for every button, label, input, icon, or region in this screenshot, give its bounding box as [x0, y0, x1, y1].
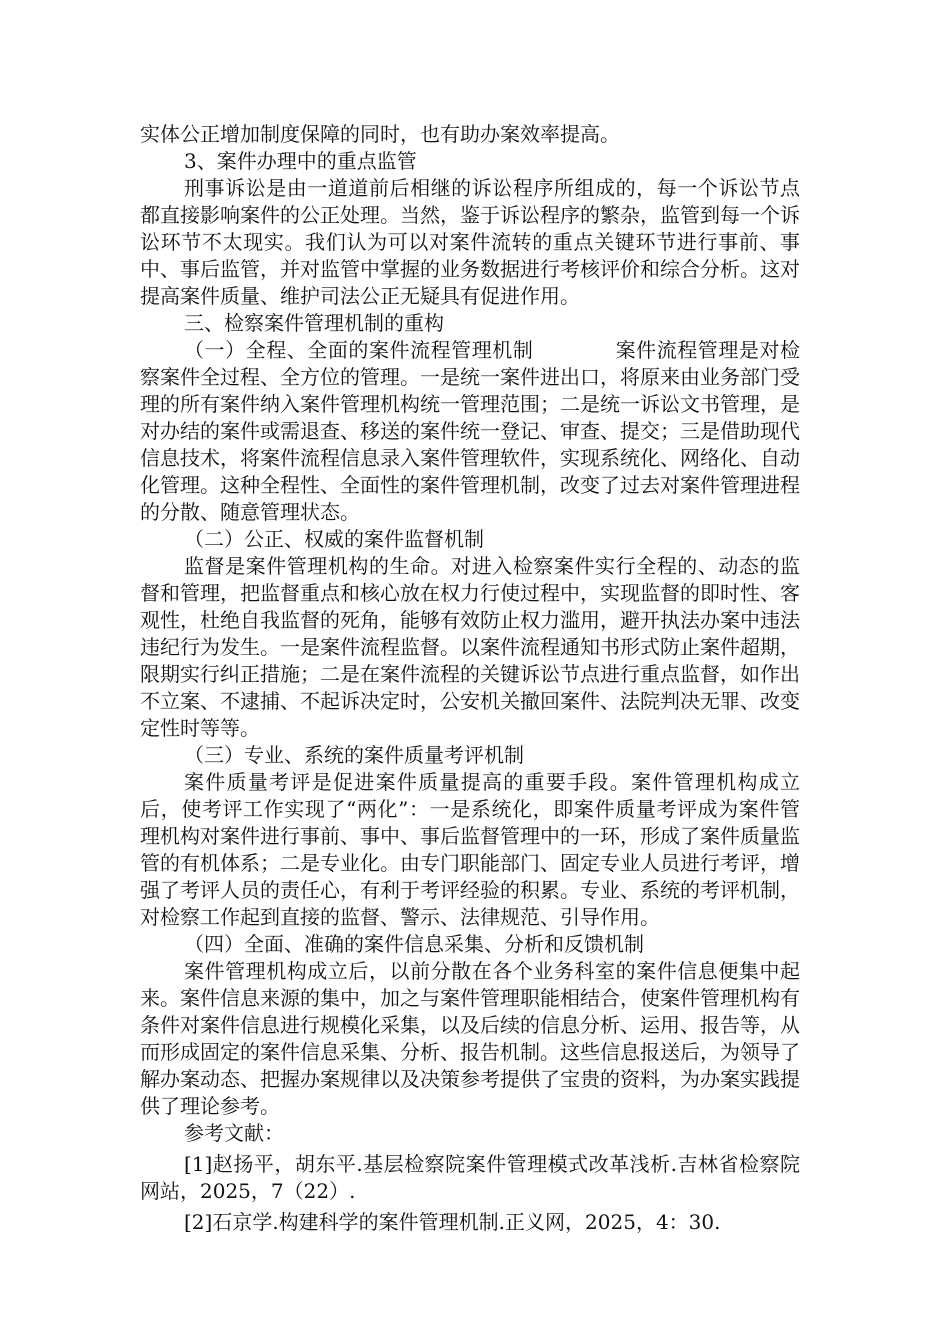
heading-information-mechanism: （四）全面、准确的案件信息采集、分析和反馈机制	[184, 932, 644, 956]
heading-section-three: 三、检察案件管理机制的重构	[184, 311, 444, 335]
para-key-supervision: 刑事诉讼是由一道道前后相继的诉讼程序所组成的，每一个诉讼节点都直接影响案件的公正处理。当然，鉴于诉讼程序的繁杂，监管到每一个诉讼环节不太现实。我们认为可以对案件流转的重点关键环节进行事前、事中、事后监管，并对监管中掌握的业务数据进行考核评价和综合分析。这对提高案件质量、维护司法公正无疑具有促进作用。	[140, 176, 800, 308]
reference-1: [1]赵扬平，胡东平.基层检察院案件管理模式改革浅析.吉林省检察院网站，2025，7（22）.	[140, 1152, 800, 1203]
para-continuation: 实体公正增加制度保障的同时，也有助办案效率提高。	[140, 122, 620, 146]
para-information-mechanism: 案件管理机构成立后，以前分散在各个业务科室的案件信息便集中起来。案件信息来源的集中，加之与案件管理职能相结合，使案件管理机构有条件对案件信息进行规模化采集，以及后续的信息分析、运用、报告等，从而形成固定的案件信息采集、分析、报告机制。这些信息报送后，为领导了解办案动态、把握办案规律以及决策参考提供了宝贵的资料，为办案实践提供了理论参考。	[140, 959, 800, 1118]
reference-2: [2]石京学.构建科学的案件管理机制.正义网，2025，4：30.	[184, 1210, 721, 1234]
heading-quality-evaluation: （三）专业、系统的案件质量考评机制	[184, 743, 524, 767]
heading-key-supervision: 3、案件办理中的重点监管	[184, 149, 417, 173]
document-body	[140, 121, 800, 1236]
para-flow-management: （一）全程、全面的案件流程管理机制 案件流程管理是对检察案件全过程、全方位的管理。一是统一案件进出口，将原来由业务部门受理的所有案件纳入案件管理机构统一管理范围；二是统一诉讼文书管理，是对办结的案件或需退查、移送的案件统一登记、审查、提交；三是借助现代信息技术，将案件流程信息录入案件管理软件，实现系统化、网络化、自动化管理。这种全程性、全面性的案件管理机制，改变了过去对案件管理进程的分散、随意管理状态。	[140, 338, 800, 524]
heading-references: 参考文献：	[184, 1121, 284, 1145]
para-supervision-mechanism: 监督是案件管理机构的生命。对进入检察案件实行全程的、动态的监督和管理，把监督重点和核心放在权力行使过程中，实现监督的即时性、客观性，杜绝自我监督的死角，能够有效防止权力滥用，避开执法办案中违法违纪行为发生。一是案件流程监督。以案件流程通知书形式防止案件超期，限期实行纠正措施；二是在案件流程的关键诉讼节点进行重点监督，如作出不立案、不逮捕、不起诉决定时，公安机关撤回案件、法院判决无罪、改变定性时等等。	[140, 554, 800, 740]
para-quality-evaluation: 案件质量考评是促进案件质量提高的重要手段。案件管理机构成立后，使考评工作实现了“两化”：一是系统化，即案件质量考评成为案件管理机构对案件进行事前、事中、事后监督管理中的一环，形成了案件质量监管的有机体系；二是专业化。由专门职能部门、固定专业人员进行考评，增强了考评人员的责任心，有利于考评经验的积累。专业、系统的考评机制，对检察工作起到直接的监督、警示、法律规范、引导作用。	[140, 770, 800, 929]
heading-supervision-mechanism: （二）公正、权威的案件监督机制	[184, 527, 484, 551]
